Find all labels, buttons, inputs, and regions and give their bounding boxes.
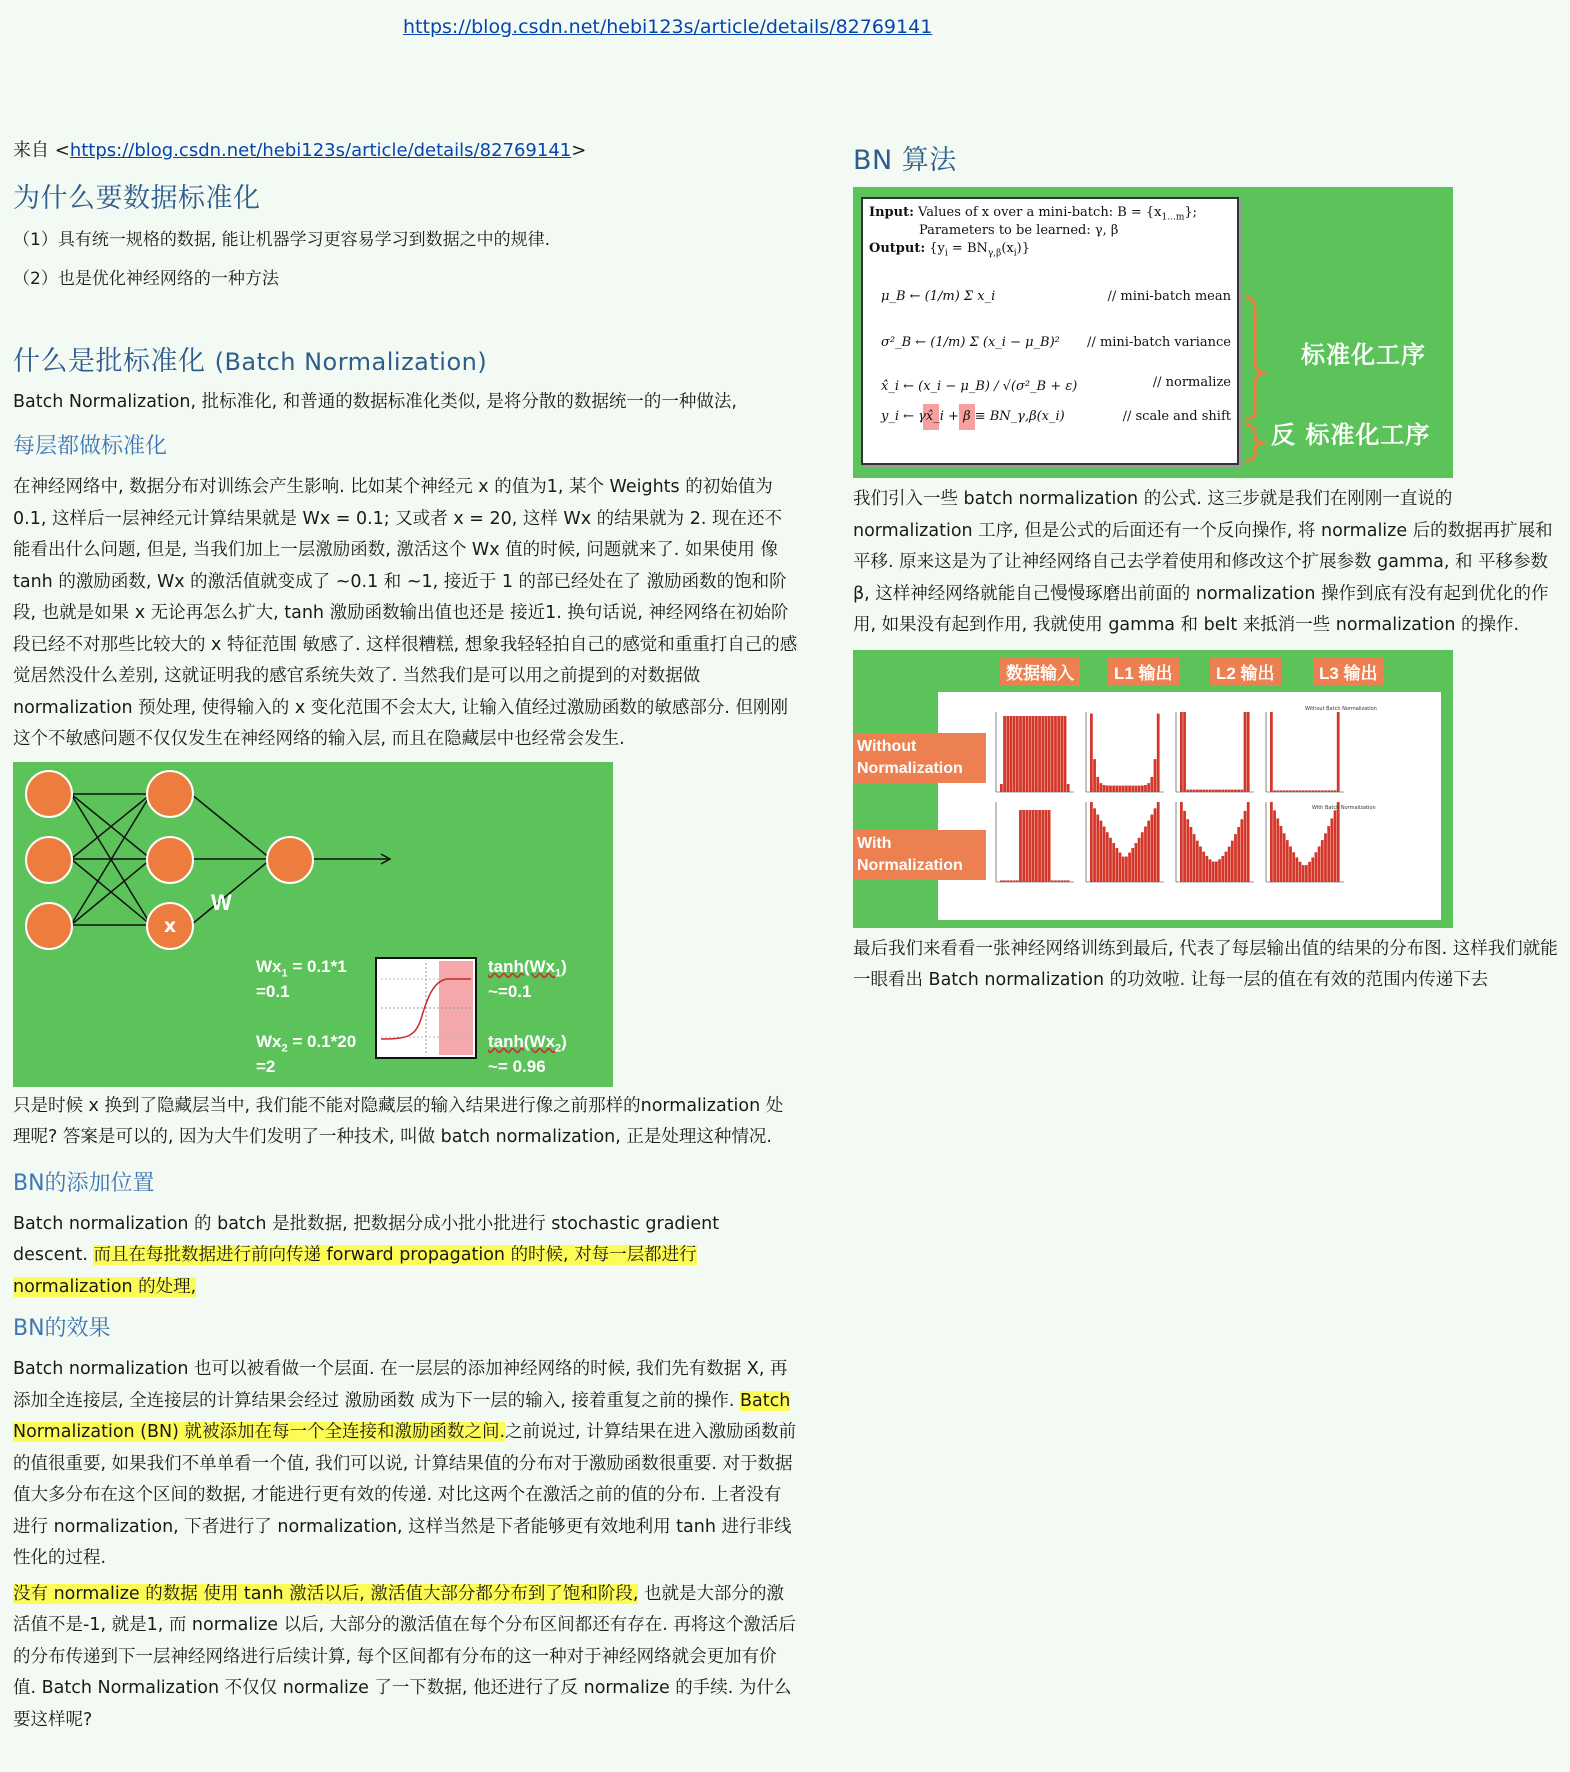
- histogram-bar: [1019, 810, 1022, 882]
- para-bn-effect: [13, 1354, 798, 1575]
- histogram-bar: [1225, 851, 1228, 881]
- histogram-bar: [1067, 880, 1070, 882]
- algo-output-line: [869, 241, 1030, 259]
- histogram-bar: [1218, 789, 1221, 791]
- wx1-line-b: =0.1: [256, 981, 290, 1001]
- histogram-bar: [1019, 716, 1022, 792]
- col-label-input: 数据输入: [1000, 657, 1080, 686]
- histogram-bar: [1112, 843, 1115, 882]
- histogram-bar: [1000, 880, 1003, 882]
- input-node-1: [25, 770, 73, 818]
- left-column: [13, 136, 798, 1742]
- wx2-line-a: [256, 1032, 356, 1054]
- source-prefix: 来自 <: [13, 140, 70, 161]
- histogram-bar: [1060, 880, 1063, 882]
- histogram-bar: [1022, 716, 1025, 792]
- tanh2-b: ): [561, 1031, 567, 1051]
- output-tail3: )}: [1016, 241, 1030, 256]
- histogram-bar: [1318, 846, 1321, 882]
- histogram-bar: [1186, 819, 1189, 882]
- effect-highlight: Batch Normalization (BN) 就被添加在每一个全连接和激励函数之间.: [13, 1390, 791, 1442]
- histogram-bar: [1289, 790, 1292, 792]
- histogram-bar: [1215, 861, 1218, 881]
- row-with-1: With: [857, 834, 892, 852]
- histogram-bar: [1180, 802, 1183, 882]
- histogram-bar: [1122, 856, 1125, 881]
- algo-params-line: Parameters to be learned: γ, β: [919, 223, 1119, 238]
- heading-bn-position: BN的添加位置: [13, 1170, 155, 1196]
- histogram-bar: [1183, 712, 1186, 792]
- output-tail2: i: [1013, 248, 1017, 259]
- histogram-bar: [1054, 880, 1057, 882]
- histogram-bar: [1045, 716, 1048, 792]
- histogram-bar: [1231, 840, 1234, 881]
- tanh2-a: tanh(Wx: [488, 1031, 556, 1051]
- histogram-bar: [1193, 789, 1196, 791]
- histogram-bar: [1225, 789, 1228, 791]
- para-hidden-layer: 只是时候 x 换到了隐藏层当中, 我们能不能对隐藏层的输入结果进行像之前那样的normalization 处理呢? 答案是可以的, 因为大牛们发明了一种技术, 叫做 batch normalization, 正是处理这种情况.: [13, 1095, 784, 1147]
- histogram-bar: [1147, 783, 1150, 792]
- histogram-bar: [1150, 776, 1153, 791]
- histogram-bar: [1199, 789, 1202, 791]
- histogram-bar: [1093, 759, 1096, 792]
- histogram-bar: [1324, 790, 1327, 792]
- histogram-bar: [1051, 880, 1054, 882]
- input-end: };: [1184, 205, 1198, 220]
- histogram-bar: [1295, 857, 1298, 882]
- histogram-bar: [1141, 832, 1144, 882]
- histogram-bar: [1010, 716, 1013, 792]
- histogram-bar: [1054, 716, 1057, 792]
- histogram-bar: [1090, 802, 1093, 882]
- histogram-bar: [1138, 785, 1141, 791]
- histogram-bar: [1029, 810, 1032, 882]
- histogram-bar: [1212, 861, 1215, 881]
- histogram-bar: [1324, 833, 1327, 882]
- histogram-bar: [1289, 846, 1292, 882]
- label-normalization-process: 标准化工序: [1301, 341, 1426, 369]
- histogram-bar: [1299, 861, 1302, 881]
- histogram-bar: [1041, 810, 1044, 882]
- histogram-bar: [1032, 716, 1035, 792]
- histogram-bar: [1048, 810, 1051, 882]
- input-sub: 1...m: [1161, 212, 1185, 223]
- source-link[interactable]: https://blog.csdn.net/hebi123s/article/details/82769141: [69, 140, 572, 161]
- histogram-bar: [1244, 712, 1247, 792]
- histogram-bar: [1096, 776, 1099, 791]
- histogram-bar: [1010, 880, 1013, 882]
- last-text: 也就是大部分的激活值不是-1, 就是1, 而 normalize 以后, 大部分的激活值在每个分布区间都还有存在. 再将这个激活后的分布传递到下一层神经网络进行后续计算, 每个区间都有分布的这一种对于神经网络就会更加有价值. Batch Normalization 不仅仅 normalize 了一下数据, 他还进行了反 normalize 的手续. 为什么要这样呢?: [13, 1583, 796, 1730]
- output-end: = BN: [947, 241, 988, 256]
- histogram-bar: [1022, 810, 1025, 882]
- tanh1-sub: 1: [555, 966, 562, 979]
- histogram-bar: [1228, 846, 1231, 881]
- histogram-bar: [1006, 716, 1009, 792]
- heading-what-is-bn: [13, 339, 798, 378]
- histogram-bar: [1035, 810, 1038, 882]
- algo-input-line: [869, 205, 1197, 223]
- histogram-bar: [1276, 818, 1279, 882]
- histogram-bar: [1283, 833, 1286, 882]
- histogram-bar: [1016, 716, 1019, 792]
- histogram-bar: [1311, 790, 1314, 792]
- para-last: [13, 1579, 798, 1737]
- histogram-bar: [1048, 716, 1051, 792]
- col-label-l2: L2 输出: [1210, 657, 1281, 686]
- histogram-bar: [1041, 716, 1044, 792]
- histogram-bar: [1131, 785, 1134, 791]
- histogram-bar: [1128, 785, 1131, 791]
- tanh2-sub: 2: [555, 1041, 562, 1054]
- equation-variance: σ²_B ← (1/m) Σ (x_i − μ_B)²: [881, 335, 1060, 350]
- histogram-bar: [1093, 808, 1096, 882]
- histogram-bar: [1321, 790, 1324, 792]
- heading-why-standardize: 为什么要数据标准化: [13, 183, 261, 214]
- para-final: 最后我们来看看一张神经网络训练到最后, 代表了每层输出值的结果的分布图. 这样我们就能一眼看出 Batch normalization 的功效啦. 让每一层的值在有效的范围内传递下去: [853, 938, 1558, 990]
- output-sub: γ,β: [987, 248, 1002, 259]
- histogram-bar: [1318, 790, 1321, 792]
- histogram-bar: [1150, 814, 1153, 881]
- histogram-bar: [1311, 857, 1314, 882]
- input-text: Values of x over a mini-batch: B = {x: [918, 205, 1162, 220]
- histogram-bar: [1154, 759, 1157, 792]
- histogram-bar: [1215, 789, 1218, 791]
- row-with-2: Normalization: [857, 856, 963, 874]
- histogram-bar: [1013, 880, 1016, 882]
- histogram-bar: [1196, 840, 1199, 881]
- histogram-bar: [1125, 785, 1128, 791]
- wx1-sub: 1: [281, 966, 288, 979]
- comment-scale-shift: // scale and shift: [1122, 409, 1231, 424]
- histogram-bar: [1299, 790, 1302, 792]
- equation-normalize: x̂_i ← (x_i − μ_B) / √(σ²_B + ε): [881, 379, 1078, 394]
- col-label-l3: L3 输出: [1313, 657, 1384, 686]
- histogram-bar: [1221, 855, 1224, 881]
- histogram-bar: [1334, 790, 1337, 792]
- histogram-bar: [1202, 789, 1205, 791]
- histogram-bar: [1090, 713, 1093, 791]
- output-tail: (x: [1001, 241, 1014, 256]
- histogram-bar: [1228, 789, 1231, 791]
- histogram-bar: [1064, 880, 1067, 882]
- histogram-bar: [1240, 789, 1243, 791]
- histogram-bar: [1103, 826, 1106, 881]
- histogram-bar: [1190, 826, 1193, 881]
- histogram-bar: [1205, 855, 1208, 881]
- histogram-bar: [1057, 716, 1060, 792]
- label-denormalization-process: 反 标准化工序: [1271, 421, 1431, 449]
- wx2-b: = 0.1*20: [287, 1031, 357, 1051]
- histogram-bar: [1157, 802, 1160, 882]
- histogram-bar: [1045, 810, 1048, 882]
- histogram-bar: [1032, 810, 1035, 882]
- histogram-bar: [1038, 810, 1041, 882]
- source-suffix: >: [571, 140, 587, 161]
- para-bn-algorithm: 我们引入一些 batch normalization 的公式. 这三步就是我们在刚刚一直说的 normalization 工序, 但是公式的后面还有一个反向操作, 将 normalize 后的数据再扩展和平移. 原来这是为了让神经网络自己去学着使用和修改这个扩展参数 gamma, 和 平移参数 β, 这样神经网络就能自己慢慢琢磨出前面的 normalization 操作到底有没有起到优化的作用, 如果没有起到作用, 我就使用 gamma 和 belt 来抵消一些 normalization 的操作.: [853, 489, 1553, 635]
- tanh-plot: [375, 957, 477, 1059]
- output-node: [266, 836, 314, 884]
- histogram-bar: [1119, 852, 1122, 881]
- histogram-bar: [1060, 716, 1063, 792]
- histogram-bar: [1327, 826, 1330, 882]
- figure-bn-algorithm: [853, 187, 1453, 478]
- histogram-bar: [1144, 785, 1147, 792]
- histogram-bar: [1334, 810, 1337, 882]
- algorithm-box: [861, 197, 1239, 465]
- histogram-bar: [1064, 716, 1067, 792]
- para-each-layer: 在神经网络中, 数据分布对训练会产生影响. 比如某个神经元 x 的值为1, 某个 Weights 的初始值为 0.1, 这样后一层神经元计算结果就是 Wx = 0.1; 又或者 x = 20, 这样 Wx 的结果就为 2. 现在还不能看出什么问题, 但是, 当我们加上一层激励函数, 激活这个 Wx 值的时候, 问题就来了. 如果使用 像 tanh 的激励函数, Wx 的激活值就变成了 ~0.1 和 ~1, 接近于 1 的部已经处在了 激励函数的饱和阶段, 也就是如果 x 无论再怎么扩大, tanh 激励函数输出值也还是 接近1. 换句话说, 神经网络在初始阶段已经不对那些比较大的 x 特征范围 敏感了. 这样很糟糕, 想象我轻轻拍自己的感觉和重重打自己的感觉居然没什么差别, 这就证明我的感官系统失效了. 当然我们是可以用之前提到的对数据做 normalization 预处理, 使得输入的 x 变化范围不会太大, 让输入值经过激励函数的敏感部分. 但刚刚这个不敏感问题不仅仅发生在神经网络的输入层, 而且在隐藏层中也经常会发生.: [13, 477, 798, 749]
- tiny-title-bottom: With Batch Normalization: [1312, 804, 1376, 811]
- pos-text: Batch normalization 的 batch 是批数据, 把数据分成小批小批进行 stochastic gradient descent.: [13, 1213, 720, 1265]
- why-reason-2: （2）也是优化神经网络的一种方法: [13, 269, 279, 289]
- histogram-panel: [938, 692, 1441, 920]
- histogram-bar: [1038, 716, 1041, 792]
- histogram-bar: [1302, 790, 1305, 792]
- hidden-node-x: x: [146, 902, 194, 950]
- histogram-bar: [1141, 785, 1144, 792]
- output-keyword: Output:: [869, 241, 926, 256]
- histogram-bar: [1330, 818, 1333, 882]
- histogram-bar: [1295, 790, 1298, 792]
- heading-each-layer: 每层都做标准化: [13, 434, 168, 459]
- source-line: [13, 136, 798, 162]
- tanh1-b: ): [561, 956, 567, 976]
- figure-neural-network: [13, 762, 613, 1087]
- heading-what-cn: 什么是批标准化: [13, 346, 215, 377]
- histogram-bar: [1100, 783, 1103, 792]
- pos-highlight: 而且在每批数据进行前向传递 forward propagation 的时候, 对每一层都进行 normalization 的处理,: [13, 1245, 697, 1297]
- histogram-bar: [1103, 785, 1106, 792]
- histogram-bar: [1025, 810, 1028, 882]
- heading-what-en: (Batch Normalization): [214, 348, 488, 376]
- histogram-bar: [1186, 789, 1189, 791]
- histogram-bar: [1292, 790, 1295, 792]
- histogram-bar: [1231, 789, 1234, 791]
- histogram-bar: [1327, 790, 1330, 792]
- what-is-bn-text: Batch Normalization, 批标准化, 和普通的数据标准化类似, 是将分散的数据统一的一种做法,: [13, 392, 737, 412]
- histogram-bar: [1292, 852, 1295, 882]
- histogram-bar: [1305, 865, 1308, 882]
- figure-distributions: [853, 650, 1453, 928]
- histogram-bar: [1308, 790, 1311, 792]
- histogram-bar: [1237, 826, 1240, 881]
- histogram-bar: [1000, 784, 1003, 792]
- histogram-bar: [1013, 716, 1016, 792]
- histogram-bar: [1135, 785, 1138, 791]
- histogram-bar: [1302, 865, 1305, 882]
- histogram-bar: [1196, 789, 1199, 791]
- tanh1-a: tanh(Wx: [488, 956, 556, 976]
- histogram-bar: [1237, 789, 1240, 791]
- histogram-bar: [1270, 802, 1273, 882]
- histogram-bar: [1218, 859, 1221, 882]
- histogram-bar: [1212, 789, 1215, 791]
- histogram-bar: [1321, 840, 1324, 882]
- histogram-bar: [1240, 819, 1243, 882]
- histogram-bar: [1109, 785, 1112, 791]
- histogram-bar: [1209, 789, 1212, 791]
- comment-mean: // mini-batch mean: [1107, 289, 1231, 304]
- histogram-bar: [1128, 852, 1131, 881]
- comment-normalize: // normalize: [1152, 375, 1231, 390]
- histogram-bar: [1202, 851, 1205, 881]
- histogram-bar: [1144, 826, 1147, 881]
- histogram-bar: [1283, 790, 1286, 792]
- histogram-bar: [1109, 837, 1112, 881]
- histogram-bar: [1244, 810, 1247, 881]
- histogram-bar: [1308, 861, 1311, 881]
- histogram-bar: [1131, 847, 1134, 881]
- tiny-title-top: Without Batch Normalization: [1305, 705, 1377, 712]
- right-column: [853, 136, 1558, 1003]
- histogram-bar: [1051, 716, 1054, 792]
- histogram-bar: [1315, 852, 1318, 882]
- equation-mean: μ_B ← (1/m) Σ x_i: [881, 289, 996, 304]
- histogram-bar: [1115, 785, 1118, 791]
- histogram-bar: [1006, 880, 1009, 882]
- histogram-bar: [1286, 790, 1289, 792]
- tanh1-line-a: [488, 957, 567, 979]
- comment-variance: // mini-batch variance: [1087, 335, 1231, 350]
- hidden-node-1: [146, 770, 194, 818]
- histogram-bar: [1193, 834, 1196, 882]
- histogram-bar: [1247, 712, 1250, 792]
- histogram-bar: [1221, 789, 1224, 791]
- input-node-3: [25, 902, 73, 950]
- histogram-bar: [1096, 814, 1099, 881]
- output-mid: i: [944, 248, 948, 259]
- col-label-l1: L1 输出: [1108, 657, 1179, 686]
- histogram-bar: [1029, 716, 1032, 792]
- wx1-line-a: [256, 957, 347, 979]
- histogram-bar: [1183, 810, 1186, 881]
- histogram-bar: [1205, 789, 1208, 791]
- histogram-bar: [1154, 808, 1157, 882]
- histogram-bar: [1016, 880, 1019, 882]
- histogram-bar: [1280, 790, 1283, 792]
- wx2-a: Wx: [256, 1031, 282, 1051]
- histogram-bar: [1209, 859, 1212, 882]
- histogram-bar: [1330, 790, 1333, 792]
- histogram-bar: [1106, 832, 1109, 882]
- tanh2-line-b: ~= 0.96: [488, 1056, 546, 1076]
- histogram-bar: [1106, 785, 1109, 792]
- histogram-bar: [1270, 712, 1273, 792]
- row-label-without: [853, 733, 986, 783]
- heading-bn-effect: BN的效果: [13, 1316, 111, 1341]
- wx2-line-b: =2: [256, 1056, 276, 1076]
- equation-scale-shift: y_i ← γx̂_i + β ≡ BN_γ,β(x_i): [881, 409, 1065, 424]
- wx1-a: Wx: [256, 956, 282, 976]
- wx1-b: = 0.1*1: [287, 956, 347, 976]
- histogram-bar: [1125, 856, 1128, 881]
- top-url-link[interactable]: https://blog.csdn.net/hebi123s/article/details/82769141: [403, 16, 933, 38]
- histogram-bar: [1157, 713, 1160, 791]
- histogram-bar: [1315, 790, 1318, 792]
- histogram-bar: [1180, 712, 1183, 792]
- tanh2-line-a: [488, 1032, 567, 1054]
- histogram-bar: [1286, 840, 1289, 882]
- histogram-bar: [1067, 784, 1070, 792]
- wx2-sub: 2: [281, 1041, 288, 1054]
- histogram-bar: [1147, 820, 1150, 881]
- histogram-bar: [1003, 716, 1006, 792]
- histogram-bar: [1115, 847, 1118, 881]
- histogram-bar: [1276, 790, 1279, 792]
- histogram-bar: [1273, 790, 1276, 792]
- histogram-bar: [1247, 802, 1250, 882]
- heading-bn-algorithm: BN 算法: [853, 145, 957, 176]
- last-highlight: 没有 normalize 的数据 使用 tanh 激活以后, 激活值大部分都分布到了饱和阶段,: [13, 1583, 639, 1604]
- hidden-node-2: [146, 836, 194, 884]
- histogram-bar: [1025, 716, 1028, 792]
- histogram-bar: [1199, 846, 1202, 881]
- output-text: {y: [929, 241, 945, 256]
- histogram-bar: [1337, 712, 1340, 792]
- histogram-bar: [1003, 880, 1006, 882]
- histogram-bar: [1112, 785, 1115, 791]
- row-label-with: [853, 830, 986, 880]
- effect-text-a: Batch normalization 也可以被看做一个层面. 在一层层的添加神经网络的时候, 我们先有数据 X, 再添加全连接层, 全连接层的计算结果会经过 激励函数 成为下一层的输入, 接着重复之前的操作.: [13, 1359, 788, 1411]
- why-reason-1: （1）具有统一规格的数据, 能让机器学习更容易学习到数据之中的规律.: [13, 230, 551, 250]
- weight-label: W: [211, 889, 232, 915]
- histogram-bar: [1122, 785, 1125, 791]
- histogram-bar: [1135, 843, 1138, 882]
- input-keyword: Input:: [869, 205, 914, 220]
- histogram-bar: [1190, 789, 1193, 791]
- input-node-2: [25, 836, 73, 884]
- histogram-bar: [1035, 716, 1038, 792]
- histogram-bar: [1100, 820, 1103, 881]
- row-without-2: Normalization: [857, 759, 963, 777]
- histogram-bar: [1280, 826, 1283, 882]
- histogram-bar: [1305, 790, 1308, 792]
- histogram-bar: [1138, 837, 1141, 881]
- histogram-bar: [1119, 785, 1122, 791]
- row-without-1: Without: [857, 737, 917, 755]
- histogram-bar: [1234, 789, 1237, 791]
- histogram-bar: [1337, 802, 1340, 882]
- histogram-bar: [1057, 880, 1060, 882]
- tanh1-line-b: ~=0.1: [488, 981, 532, 1001]
- effect-text-b: 之前说过, 计算结果在进入激励函数前的值很重要, 如果我们不单单看一个值, 我们可以说, 计算结果值的分布对于激励函数很重要. 对于数据值大多分布在这个区间的数据, 才能进行更有效的传递. 对比这两个在激活之前的值的分布. 上者没有进行 normalization, 下者进行了 normalization, 这样当然是下者能够更有效地利用 tanh 进行非线性化的过程.: [13, 1422, 797, 1568]
- histogram-bar: [1273, 810, 1276, 882]
- histogram-bar: [1234, 834, 1237, 882]
- para-bn-position: [13, 1209, 798, 1304]
